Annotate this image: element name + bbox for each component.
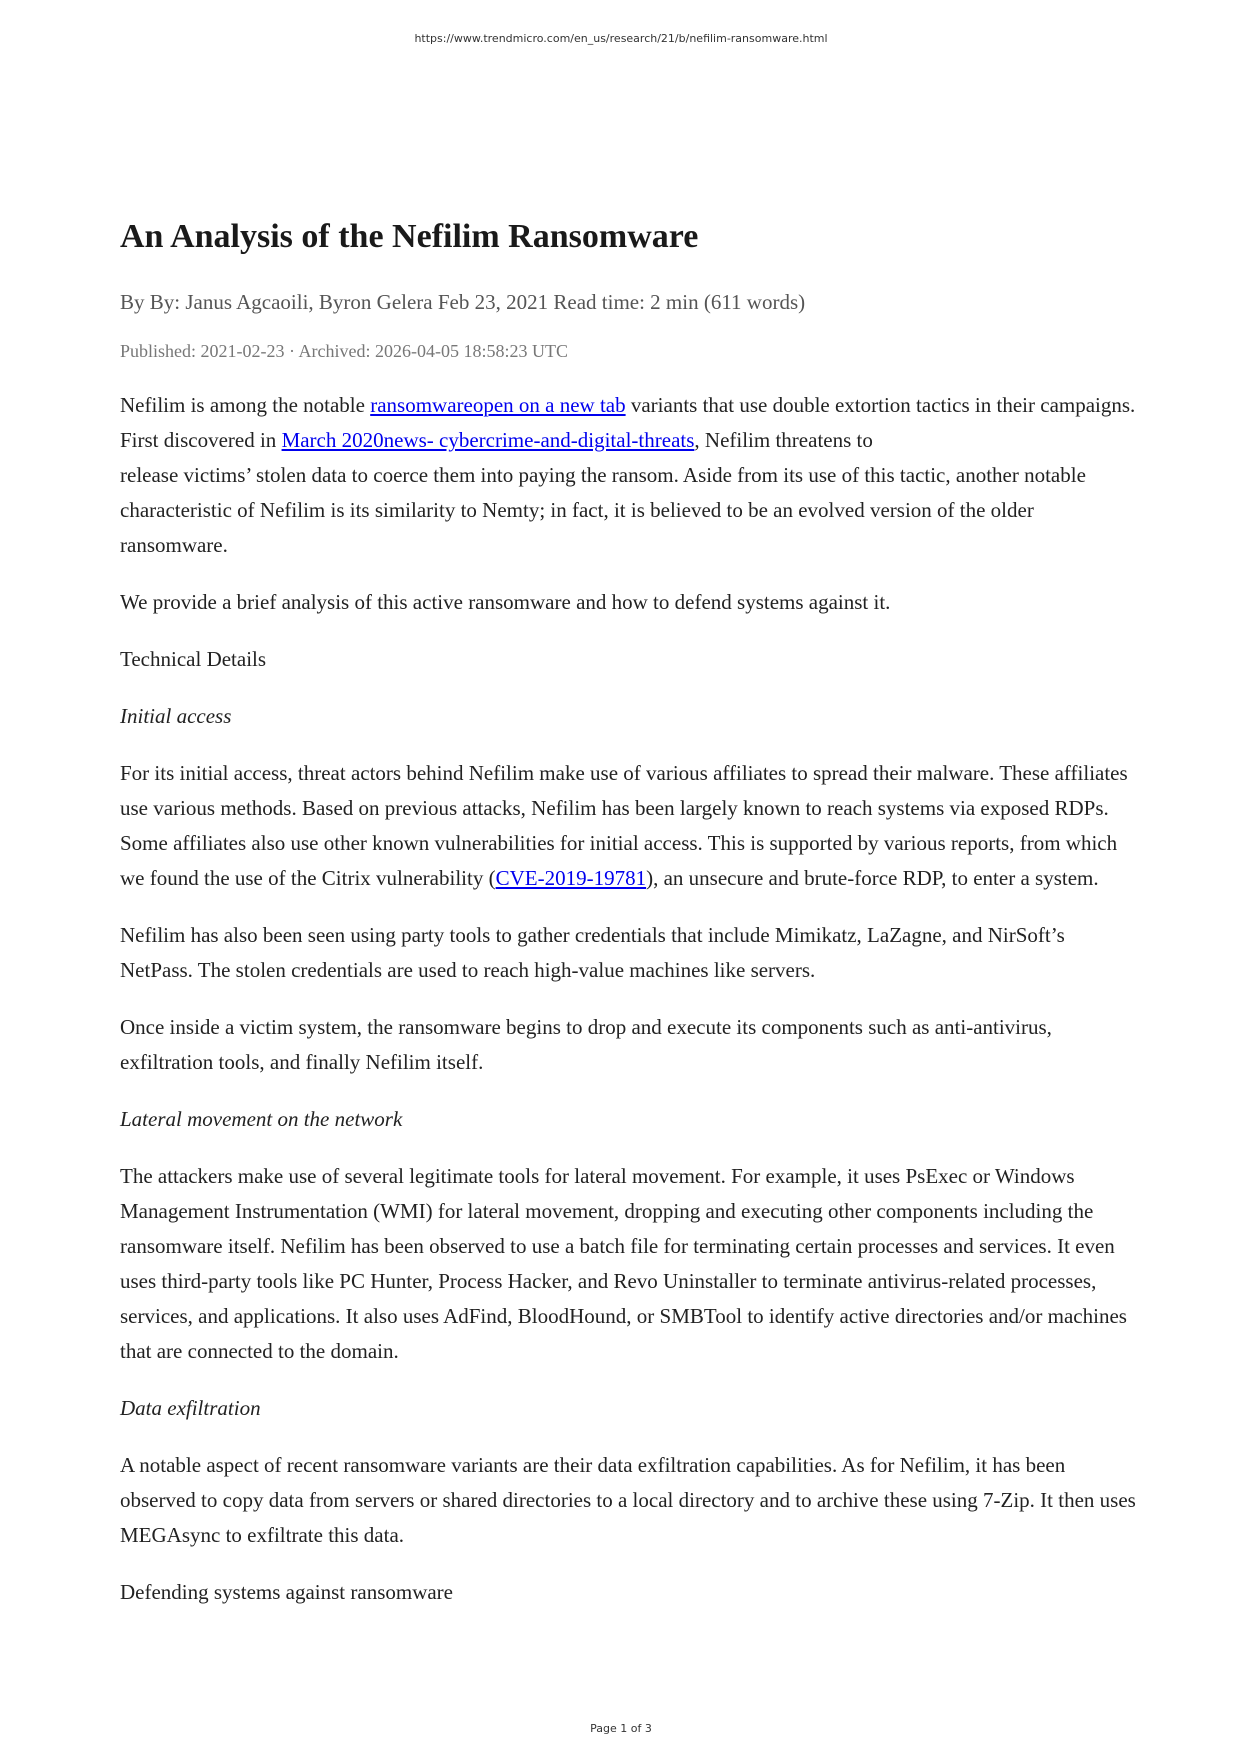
march-2020-link[interactable]: March 2020news- cybercrime-and-digital-threats [281,428,695,452]
text: variants that use double extortion tactics in their campaigns. First discovered in [120,393,1136,452]
page-url: https://www.trendmicro.com/en_us/research/21/b/nefilim-ransomware.html [414,32,828,45]
paragraph: Once inside a victim system, the ransomware begins to drop and execute its components such as anti-antivirus, exfiltration tools, and finally Nefilim itself. [120,1015,1052,1074]
paragraph: The attackers make use of several legitimate tools for lateral movement. For example, it uses PsExec or Windows Management Instrumentation (WMI) for lateral movement, dropping and executing other components including the ransomware itself. Nefilim has been observed to use a batch file for terminating certain processes and services. It even uses third-party tools like PC Hunter, Process Hacker, and Revo Uninstaller to terminate antivirus-related processes, services, and applications. It also uses AdFind, BloodHound, or SMBTool to identify active directories and/or machines that are connected to the domain. [120,1164,1127,1363]
paragraph: Nefilim has also been seen using party tools to gather credentials that include Mimikatz, LaZagne, and NirSoft’s NetPass. The stolen credentials are used to reach high-value machines like servers. [120,923,1065,982]
ransomware-link[interactable]: ransomwareopen on a new tab [370,393,626,417]
text: ), an unsecure and brute-force RDP, to enter a system. [646,866,1099,890]
page-number: Page 1 of 3 [590,1722,652,1735]
paragraph: We provide a brief analysis of this active ransomware and how to defend systems against it. [120,590,891,614]
text: For its initial access, threat actors behind Nefilim make use of various affiliates to spread their malware. These affiliates use various methods. Based on previous attacks, Nefilim has been largely known to reach systems via exposed RDPs. Some affiliates also use other known vulnerabilities for initial access. This is supported by various reports, from which we found the use of the Citrix vulnerability ( [120,761,1128,890]
article-title: An Analysis of the Nefilim Ransomware [120,218,699,255]
article [120,217,1140,1610]
text: release victims’ stolen data to coerce them into paying the ransom. Aside from its use of this tactic, another notable characteristic of Nefilim is its similarity to Nemty; in fact, it is believed to be an evolved version of the older ransomware. [120,463,1086,557]
subheading-lateral-movement [120,1102,1140,1137]
subheading-text: Initial access [120,704,232,728]
paragraph [120,756,1140,896]
text: , Nefilim threatens to [694,428,873,452]
text: Nefilim is among the notable [120,393,371,417]
subheading-text: Lateral movement on the network [120,1107,403,1131]
byline: By By: Janus Agcaoili, Byron Gelera Feb 23, 2021 Read time: 2 min (611 words) [120,290,806,314]
paragraph: A notable aspect of recent ransomware variants are their data exfiltration capabilities. As for Nefilim, it has been observed to copy data from servers or shared directories to a local directory and to archive these using 7-Zip. It then uses MEGAsync to exfiltrate this data. [120,1453,1136,1547]
subheading-text: Data exfiltration [120,1396,261,1420]
subheading-initial-access [120,699,1140,734]
paragraph [120,388,1140,563]
cve-link[interactable]: CVE-2019-19781 [495,866,647,890]
section-heading-technical: Technical Details [120,647,267,671]
section-heading-defending: Defending systems against ransomware [120,1580,453,1604]
published-date: Published: 2021-02-23 · Archived: 2026-04-05 18:58:23 UTC [120,341,568,361]
subheading-data-exfiltration [120,1391,1140,1426]
